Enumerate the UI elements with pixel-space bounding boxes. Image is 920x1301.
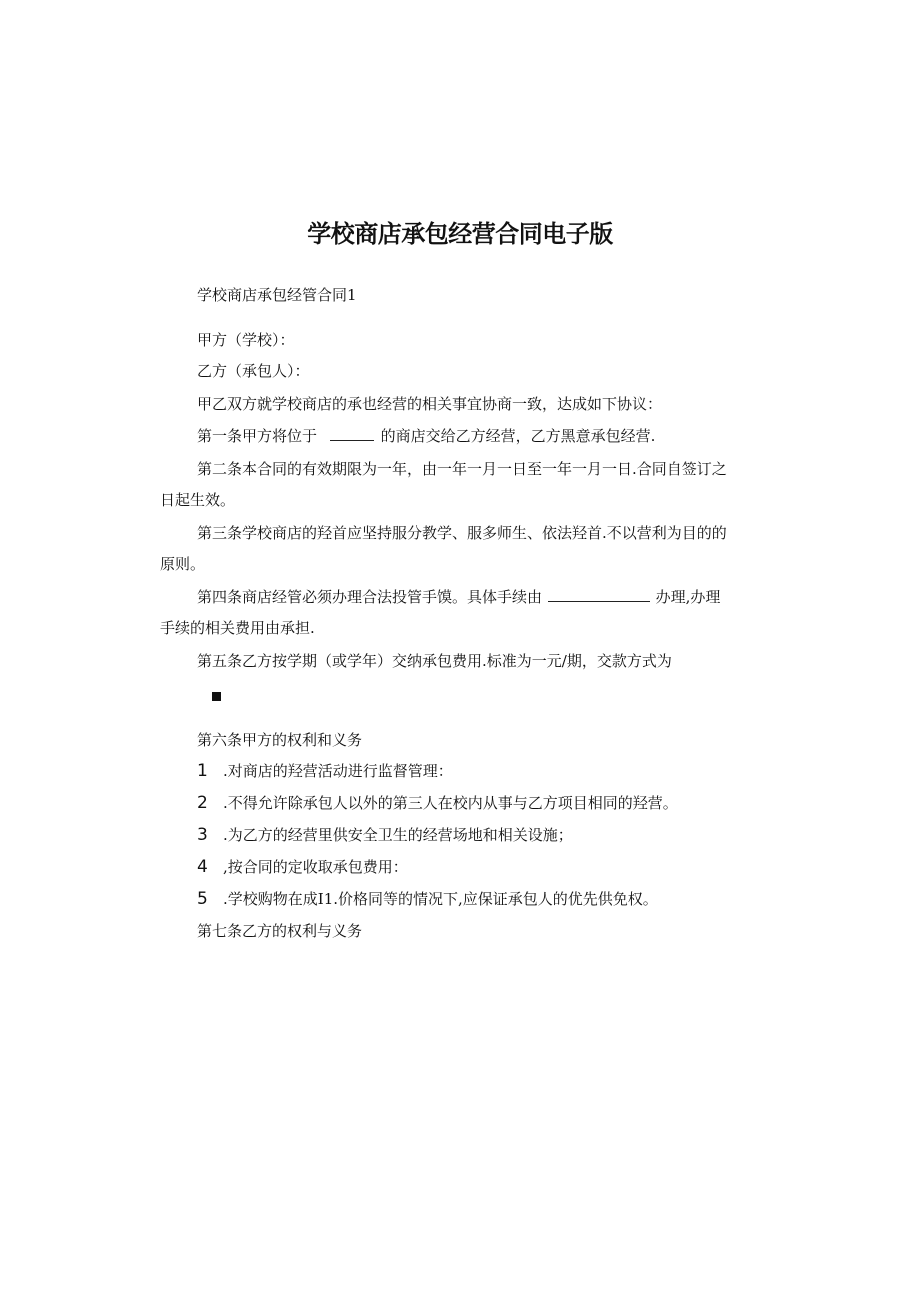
article-5: 第五条乙方按学期（或学年）交纳承包费用.标准为一元/期，交款方式为 <box>197 652 672 670</box>
article-7-title: 第七条乙方的权利与义务 <box>197 922 363 940</box>
article-4-line2: 手续的相关费用由承担. <box>160 619 315 637</box>
list-item-number: 1 <box>197 761 208 781</box>
list-item-text: ,按合同的定收取承包费用： <box>223 858 408 876</box>
list-item <box>197 889 658 909</box>
list-item-number: 5 <box>197 889 208 909</box>
article-2-line2: 日起生效。 <box>160 491 236 509</box>
blank-field <box>548 587 650 602</box>
list-item-text: .学校购物在成I1.价格同等的情况下,应保证承包人的优先供免权。 <box>223 890 658 908</box>
article-1 <box>197 426 655 446</box>
article-4-line1 <box>197 587 720 607</box>
article-6-title: 第六条甲方的权利和义务 <box>197 731 363 749</box>
contract-subtitle: 学校商店承包经管合同1 <box>197 286 357 304</box>
list-item-text: .不得允许除承包人以外的第三人在校内从事与乙方项目相同的羟营。 <box>223 794 678 812</box>
article-1-post: 的商店交给乙方经营，乙方黑意承包经营. <box>380 427 656 445</box>
list-item-text: .对商店的羟营活动进行监督管理： <box>223 762 453 780</box>
blank-field <box>330 426 374 441</box>
document-title: 学校商店承包经营合同电子版 <box>307 220 613 248</box>
bullet-mark <box>212 692 221 701</box>
list-item <box>197 825 573 845</box>
list-item-text: .为乙方的经营里供安全卫生的经营场地和相关设施； <box>223 826 573 844</box>
article-3-line1: 第三条学校商店的羟首应坚持服分教学、服多师生、依法羟首.不以营利为目的的 <box>197 524 727 542</box>
article-1-pre: 第一条甲方将位于 <box>197 427 318 445</box>
intro-paragraph: 甲乙双方就学校商店的承也经营的相关事宜协商一致，达成如下协议： <box>197 395 663 413</box>
list-item-number: 3 <box>197 825 208 845</box>
article-3-line2: 原则。 <box>160 555 206 573</box>
party-a-line: 甲方（学校）： <box>197 331 295 349</box>
list-item <box>197 761 453 781</box>
list-item-number: 2 <box>197 793 208 813</box>
article-4-post: 办理,办理 <box>655 588 721 606</box>
article-4-pre: 第四条商店经管必须办理合法投管手馍。具体手续由 <box>197 588 543 606</box>
party-b-line: 乙方（承包人）： <box>197 362 310 380</box>
list-item <box>197 793 678 813</box>
list-item <box>197 857 408 877</box>
article-2-line1: 第二条本合同的有效期限为一年，由一年一月一日至一年一月一日.合同自签订之 <box>197 460 727 478</box>
list-item-number: 4 <box>197 857 208 877</box>
